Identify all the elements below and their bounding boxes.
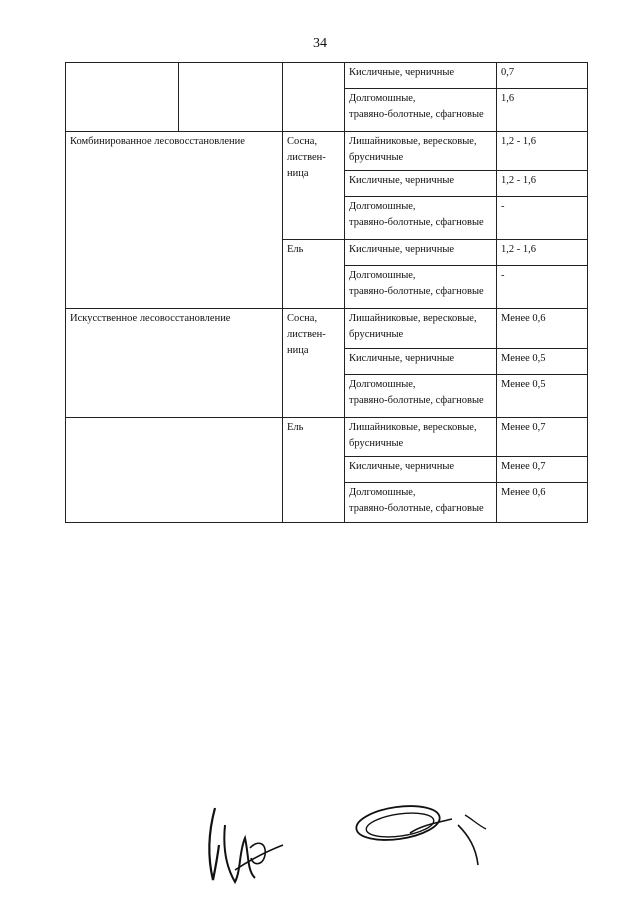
table-row: [66, 132, 588, 171]
signature-left: [195, 800, 290, 890]
method-cell: Комбинированное лесовосстановление: [66, 132, 283, 309]
value-cell: Менее 0,7: [497, 418, 588, 457]
norms-table-container: [65, 62, 587, 523]
forest-type-cell: Долгомошные, травяно-болотные, сфагновые: [345, 197, 497, 240]
forest-type-cell: Долгомошные, травяно-болотные, сфагновые: [345, 375, 497, 418]
signature-right: [340, 795, 500, 875]
table-row: [66, 63, 588, 89]
forest-type-cell: Кисличные, черничные: [345, 349, 497, 375]
value-cell: 0,7: [497, 63, 588, 89]
value-cell: Менее 0,6: [497, 483, 588, 523]
value-cell: Менее 0,7: [497, 457, 588, 483]
forest-type-cell: Долгомошные, травяно-болотные, сфагновые: [345, 89, 497, 132]
forest-type-cell: Кисличные, черничные: [345, 240, 497, 266]
page-number: 34: [313, 36, 327, 51]
forest-type-cell: Лишайниковые, вересковые, брусничные: [345, 132, 497, 171]
method-cell: [66, 418, 283, 523]
table-row: [66, 418, 588, 457]
forest-type-cell: Кисличные, черничные: [345, 171, 497, 197]
value-cell: Менее 0,5: [497, 349, 588, 375]
value-cell: Менее 0,5: [497, 375, 588, 418]
species-cell: [283, 63, 345, 132]
norms-table: [65, 62, 588, 523]
species-cell: Ель: [283, 418, 345, 523]
value-cell: -: [497, 266, 588, 309]
method-cell: Искусственное лесовосстановление: [66, 309, 283, 418]
forest-type-cell: Лишайниковые, вересковые, брусничные: [345, 418, 497, 457]
forest-type-cell: Кисличные, черничные: [345, 63, 497, 89]
value-cell: 1,6: [497, 89, 588, 132]
sub-cell: [179, 63, 283, 132]
method-cell: [66, 63, 179, 132]
value-cell: -: [497, 197, 588, 240]
species-cell: Сосна, листвен- ница: [283, 132, 345, 240]
value-cell: 1,2 - 1,6: [497, 132, 588, 171]
forest-type-cell: Лишайниковые, вересковые, брусничные: [345, 309, 497, 349]
species-cell: Ель: [283, 240, 345, 309]
table-row: [66, 309, 588, 349]
value-cell: 1,2 - 1,6: [497, 240, 588, 266]
forest-type-cell: Долгомошные, травяно-болотные, сфагновые: [345, 483, 497, 523]
species-cell: Сосна, листвен- ница: [283, 309, 345, 418]
forest-type-cell: Долгомошные, травяно-болотные, сфагновые: [345, 266, 497, 309]
forest-type-cell: Кисличные, черничные: [345, 457, 497, 483]
value-cell: 1,2 - 1,6: [497, 171, 588, 197]
value-cell: Менее 0,6: [497, 309, 588, 349]
